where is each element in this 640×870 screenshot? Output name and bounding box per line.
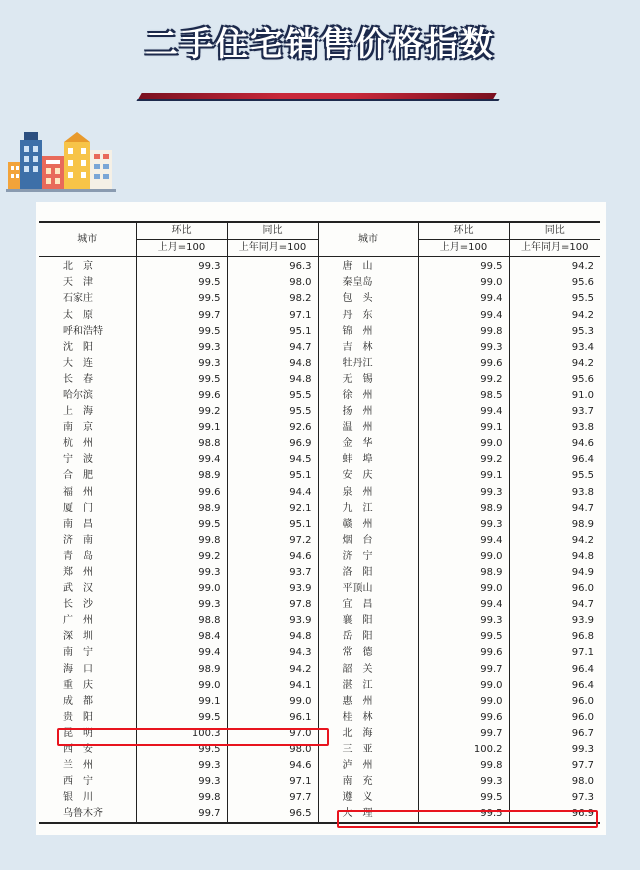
left-city-name: 西 安 [63, 744, 93, 756]
right-yoy-value: 98.9 [509, 517, 600, 533]
left-yoy-value: 95.1 [227, 468, 318, 484]
right-city-name: 泸 州 [318, 758, 418, 774]
left-city-name: 福 州 [63, 486, 93, 498]
right-city-name: 南 充 [318, 774, 418, 790]
table-row [39, 356, 600, 372]
left-city-name: 深 圳 [63, 631, 93, 643]
table-row [39, 581, 600, 597]
left-yoy-value: 94.6 [227, 549, 318, 565]
table-row [39, 758, 600, 774]
left-yoy-value: 95.5 [227, 388, 318, 404]
left-yoy-value: 96.1 [227, 710, 318, 726]
left-yoy-value: 94.6 [227, 758, 318, 774]
left-yoy-value: 94.7 [227, 340, 318, 356]
right-city-name: 济 宁 [318, 549, 418, 565]
left-yoy-value: 98.0 [227, 275, 318, 291]
right-yoy-value: 96.9 [509, 806, 600, 823]
right-yoy-value: 96.0 [509, 694, 600, 710]
right-mom-value: 99.6 [418, 356, 509, 372]
left-mom-value: 99.7 [136, 307, 227, 323]
left-city-name: 银 川 [63, 792, 93, 804]
left-city-name: 贵 阳 [63, 711, 93, 723]
right-city-name: 温 州 [318, 420, 418, 436]
right-mom-value: 99.4 [418, 404, 509, 420]
left-city-name: 杭 州 [63, 438, 93, 450]
table-row [39, 436, 600, 452]
table-row [39, 629, 600, 645]
right-yoy-value: 93.7 [509, 404, 600, 420]
right-yoy-value: 96.4 [509, 678, 600, 694]
right-mom-value: 99.4 [418, 533, 509, 549]
right-yoy-value: 96.7 [509, 726, 600, 742]
table-row [39, 710, 600, 726]
left-city-name: 太 原 [63, 309, 93, 321]
table-row [39, 404, 600, 420]
right-yoy-value: 96.0 [509, 581, 600, 597]
left-yoy-value: 99.0 [227, 694, 318, 710]
left-yoy-value: 97.1 [227, 774, 318, 790]
right-city-name: 吉 林 [318, 340, 418, 356]
left-yoy-value: 97.0 [227, 726, 318, 742]
right-city-name: 徐 州 [318, 388, 418, 404]
table-row [39, 275, 600, 291]
left-city-name: 合 肥 [63, 470, 93, 482]
table-row [39, 291, 600, 307]
left-city-name: 哈尔滨 [63, 389, 93, 401]
right-city-name: 赣 州 [318, 517, 418, 533]
highlight-dali [337, 810, 598, 828]
left-mom-value: 99.6 [136, 485, 227, 501]
table-row [39, 468, 600, 484]
table-row [39, 307, 600, 323]
right-city-name: 九 江 [318, 501, 418, 517]
right-mom-value: 99.5 [418, 257, 509, 276]
left-yoy-value: 97.7 [227, 790, 318, 806]
right-mom-value: 99.4 [418, 597, 509, 613]
left-mom-value: 99.4 [136, 452, 227, 468]
right-city-name: 蚌 埠 [318, 452, 418, 468]
table-row [39, 420, 600, 436]
right-mom-value: 99.0 [418, 678, 509, 694]
right-yoy-value: 93.9 [509, 613, 600, 629]
left-mom-value: 99.8 [136, 790, 227, 806]
left-city-name: 北 京 [63, 261, 93, 273]
right-city-name: 丹 东 [318, 307, 418, 323]
table-row [39, 774, 600, 790]
right-yoy-value: 95.5 [509, 291, 600, 307]
right-mom-value: 99.3 [418, 774, 509, 790]
right-mom-value: 99.8 [418, 758, 509, 774]
left-mom-value: 98.8 [136, 613, 227, 629]
table-row [39, 790, 600, 806]
right-yoy-value: 96.4 [509, 452, 600, 468]
right-yoy-value: 94.7 [509, 597, 600, 613]
right-mom-value: 99.0 [418, 436, 509, 452]
left-mom-value: 99.3 [136, 356, 227, 372]
left-mom-value: 99.1 [136, 420, 227, 436]
left-mom-value: 99.5 [136, 372, 227, 388]
left-yoy-value: 96.3 [227, 257, 318, 276]
left-mom-value: 99.1 [136, 694, 227, 710]
title-underline-shadow [136, 99, 499, 101]
right-mom-value: 99.0 [418, 694, 509, 710]
left-yoy-value: 98.0 [227, 742, 318, 758]
right-mom-value: 99.4 [418, 307, 509, 323]
left-city-name: 厦 门 [63, 502, 93, 514]
right-yoy-value: 91.0 [509, 388, 600, 404]
left-city-name: 沈 阳 [63, 341, 93, 353]
right-city-name: 秦皇岛 [318, 275, 418, 291]
right-yoy-value: 94.9 [509, 565, 600, 581]
right-city-name: 北 海 [318, 726, 418, 742]
right-city-name: 安 庆 [318, 468, 418, 484]
table-row [39, 485, 600, 501]
right-mom-value: 99.7 [418, 662, 509, 678]
left-city-name: 宁 波 [63, 454, 93, 466]
right-mom-value: 99.8 [418, 324, 509, 340]
page-title: 二手住宅销售价格指数 [145, 24, 495, 63]
left-mom-value: 99.2 [136, 404, 227, 420]
left-city-name: 南 京 [63, 422, 93, 434]
left-city-name: 青 岛 [63, 550, 93, 562]
left-yoy-value: 96.9 [227, 436, 318, 452]
left-mom-value: 98.4 [136, 629, 227, 645]
right-city-name: 唐 山 [318, 257, 418, 276]
left-yoy-value: 98.2 [227, 291, 318, 307]
right-mom-value: 99.3 [418, 517, 509, 533]
right-yoy-value: 94.2 [509, 533, 600, 549]
right-yoy-value: 96.4 [509, 662, 600, 678]
right-city-name: 金 华 [318, 436, 418, 452]
right-mom-value: 99.0 [418, 275, 509, 291]
table-row [39, 324, 600, 340]
city-buildings-illustration [6, 122, 116, 192]
right-yoy-value: 94.7 [509, 501, 600, 517]
subheader-mom-left: 上月=100 [136, 240, 227, 257]
table-row [39, 533, 600, 549]
left-city-name: 成 都 [63, 695, 93, 707]
left-yoy-value: 94.5 [227, 452, 318, 468]
right-city-name: 牡丹江 [318, 356, 418, 372]
right-mom-value: 99.5 [418, 629, 509, 645]
right-mom-value: 99.5 [418, 790, 509, 806]
left-mom-value: 99.3 [136, 565, 227, 581]
left-mom-value: 99.5 [136, 324, 227, 340]
left-yoy-value: 93.9 [227, 581, 318, 597]
left-city-name: 长 春 [63, 373, 93, 385]
right-mom-value: 98.9 [418, 565, 509, 581]
left-city-name: 济 南 [63, 534, 93, 546]
table-row [39, 257, 600, 276]
left-city-name: 天 津 [63, 277, 93, 289]
right-yoy-value: 94.2 [509, 356, 600, 372]
table-row [39, 678, 600, 694]
left-yoy-value: 92.6 [227, 420, 318, 436]
subheader-mom-right: 上月=100 [418, 240, 509, 257]
subheader-yoy-left: 上年同月=100 [227, 240, 318, 257]
right-yoy-value: 95.6 [509, 275, 600, 291]
right-yoy-value: 96.8 [509, 629, 600, 645]
left-mom-value: 99.5 [136, 710, 227, 726]
table-row [39, 340, 600, 356]
table-row [39, 372, 600, 388]
right-yoy-value: 98.0 [509, 774, 600, 790]
right-city-name: 洛 阳 [318, 565, 418, 581]
right-yoy-value: 93.8 [509, 420, 600, 436]
right-mom-value: 99.6 [418, 710, 509, 726]
left-city-name: 郑 州 [63, 567, 93, 579]
header-city-right: 城市 [318, 222, 418, 257]
left-mom-value: 99.0 [136, 678, 227, 694]
left-yoy-value: 94.2 [227, 662, 318, 678]
right-mom-value: 99.2 [418, 452, 509, 468]
table-row [39, 388, 600, 404]
left-city-name: 石家庄 [63, 293, 93, 305]
left-mom-value: 99.3 [136, 758, 227, 774]
right-mom-value: 99.4 [418, 291, 509, 307]
left-yoy-value: 97.1 [227, 307, 318, 323]
right-mom-value: 99.7 [418, 726, 509, 742]
right-mom-value: 99.0 [418, 581, 509, 597]
right-mom-value: 100.2 [418, 742, 509, 758]
right-mom-value: 98.5 [418, 388, 509, 404]
right-city-name: 大 理 [318, 806, 418, 823]
header-city-left: 城市 [39, 222, 136, 257]
right-yoy-value: 95.5 [509, 468, 600, 484]
right-mom-value: 99.3 [418, 613, 509, 629]
left-mom-value: 98.9 [136, 662, 227, 678]
left-mom-value: 99.5 [136, 291, 227, 307]
right-city-name: 宜 昌 [318, 597, 418, 613]
right-yoy-value: 95.6 [509, 372, 600, 388]
highlight-kunming [57, 728, 329, 746]
left-mom-value: 99.3 [136, 774, 227, 790]
left-city-name: 武 汉 [63, 583, 93, 595]
right-yoy-value: 95.3 [509, 324, 600, 340]
header-yoy-right: 同比 [509, 222, 600, 240]
right-city-name: 三 亚 [318, 742, 418, 758]
left-city-name: 南 昌 [63, 518, 93, 530]
left-mom-value: 99.5 [136, 742, 227, 758]
right-yoy-value: 94.2 [509, 307, 600, 323]
left-mom-value: 98.9 [136, 468, 227, 484]
right-city-name: 平顶山 [318, 581, 418, 597]
table-row [39, 645, 600, 661]
left-mom-value: 100.3 [136, 726, 227, 742]
left-city-name: 重 庆 [63, 679, 93, 691]
table-row [39, 501, 600, 517]
right-mom-value: 99.3 [418, 485, 509, 501]
right-city-name: 湛 江 [318, 678, 418, 694]
left-yoy-value: 94.8 [227, 356, 318, 372]
table-row [39, 662, 600, 678]
left-mom-value: 99.5 [136, 517, 227, 533]
left-yoy-value: 96.5 [227, 806, 318, 823]
left-mom-value: 99.8 [136, 533, 227, 549]
right-city-name: 惠 州 [318, 694, 418, 710]
table-row [39, 517, 600, 533]
right-city-name: 襄 阳 [318, 613, 418, 629]
right-mom-value: 99.5 [418, 806, 509, 823]
left-city-name: 长 沙 [63, 599, 93, 611]
subheader-yoy-right: 上年同月=100 [509, 240, 600, 257]
table-row [39, 597, 600, 613]
left-mom-value: 98.8 [136, 436, 227, 452]
right-city-name: 遵 义 [318, 790, 418, 806]
right-city-name: 烟 台 [318, 533, 418, 549]
right-yoy-value: 93.8 [509, 485, 600, 501]
left-city-name: 昆 明 [63, 727, 93, 739]
left-city-name: 海 口 [63, 663, 93, 675]
right-yoy-value: 97.1 [509, 645, 600, 661]
right-mom-value: 98.9 [418, 501, 509, 517]
right-city-name: 包 头 [318, 291, 418, 307]
table-row [39, 549, 600, 565]
left-city-name: 广 州 [63, 615, 93, 627]
right-city-name: 韶 关 [318, 662, 418, 678]
right-city-name: 无 锡 [318, 372, 418, 388]
right-city-name: 岳 阳 [318, 629, 418, 645]
right-yoy-value: 96.0 [509, 710, 600, 726]
left-mom-value: 99.6 [136, 388, 227, 404]
right-city-name: 锦 州 [318, 324, 418, 340]
left-mom-value: 98.9 [136, 501, 227, 517]
table-row [39, 565, 600, 581]
left-city-name: 乌鲁木齐 [39, 806, 136, 823]
left-city-name: 上 海 [63, 406, 93, 418]
left-yoy-value: 97.8 [227, 597, 318, 613]
right-yoy-value: 99.3 [509, 742, 600, 758]
right-yoy-value: 94.6 [509, 436, 600, 452]
right-mom-value: 99.0 [418, 549, 509, 565]
left-city-name: 南 宁 [63, 647, 93, 659]
right-mom-value: 99.1 [418, 468, 509, 484]
left-mom-value: 99.3 [136, 257, 227, 276]
left-yoy-value: 95.1 [227, 517, 318, 533]
left-mom-value: 99.5 [136, 275, 227, 291]
right-city-name: 泉 州 [318, 485, 418, 501]
right-mom-value: 99.2 [418, 372, 509, 388]
left-mom-value: 99.7 [136, 806, 227, 823]
right-city-name: 扬 州 [318, 404, 418, 420]
left-city-name: 大 连 [63, 357, 93, 369]
left-mom-value: 99.4 [136, 645, 227, 661]
right-mom-value: 99.6 [418, 645, 509, 661]
header-mom-right: 环比 [418, 222, 509, 240]
right-yoy-value: 97.7 [509, 758, 600, 774]
left-mom-value: 99.2 [136, 549, 227, 565]
right-yoy-value: 94.2 [509, 257, 600, 276]
right-city-name: 常 德 [318, 645, 418, 661]
left-mom-value: 99.0 [136, 581, 227, 597]
left-yoy-value: 94.8 [227, 372, 318, 388]
left-city-name: 呼和浩特 [63, 325, 103, 337]
left-yoy-value: 94.4 [227, 485, 318, 501]
header-mom-left: 环比 [136, 222, 227, 240]
left-yoy-value: 92.1 [227, 501, 318, 517]
right-yoy-value: 93.4 [509, 340, 600, 356]
left-yoy-value: 94.8 [227, 629, 318, 645]
left-yoy-value: 95.5 [227, 404, 318, 420]
right-yoy-value: 94.8 [509, 549, 600, 565]
left-mom-value: 99.3 [136, 340, 227, 356]
right-mom-value: 99.3 [418, 340, 509, 356]
left-yoy-value: 93.7 [227, 565, 318, 581]
left-yoy-value: 95.1 [227, 324, 318, 340]
left-yoy-value: 93.9 [227, 613, 318, 629]
left-mom-value: 99.3 [136, 597, 227, 613]
left-city-name: 西 宁 [63, 776, 93, 788]
right-yoy-value: 97.3 [509, 790, 600, 806]
table-row [39, 452, 600, 468]
left-yoy-value: 94.3 [227, 645, 318, 661]
left-city-name: 兰 州 [63, 760, 93, 772]
table-row [39, 694, 600, 710]
right-mom-value: 99.1 [418, 420, 509, 436]
table-row [39, 613, 600, 629]
header-yoy-left: 同比 [227, 222, 318, 240]
left-yoy-value: 97.2 [227, 533, 318, 549]
right-city-name: 桂 林 [318, 710, 418, 726]
left-yoy-value: 94.1 [227, 678, 318, 694]
